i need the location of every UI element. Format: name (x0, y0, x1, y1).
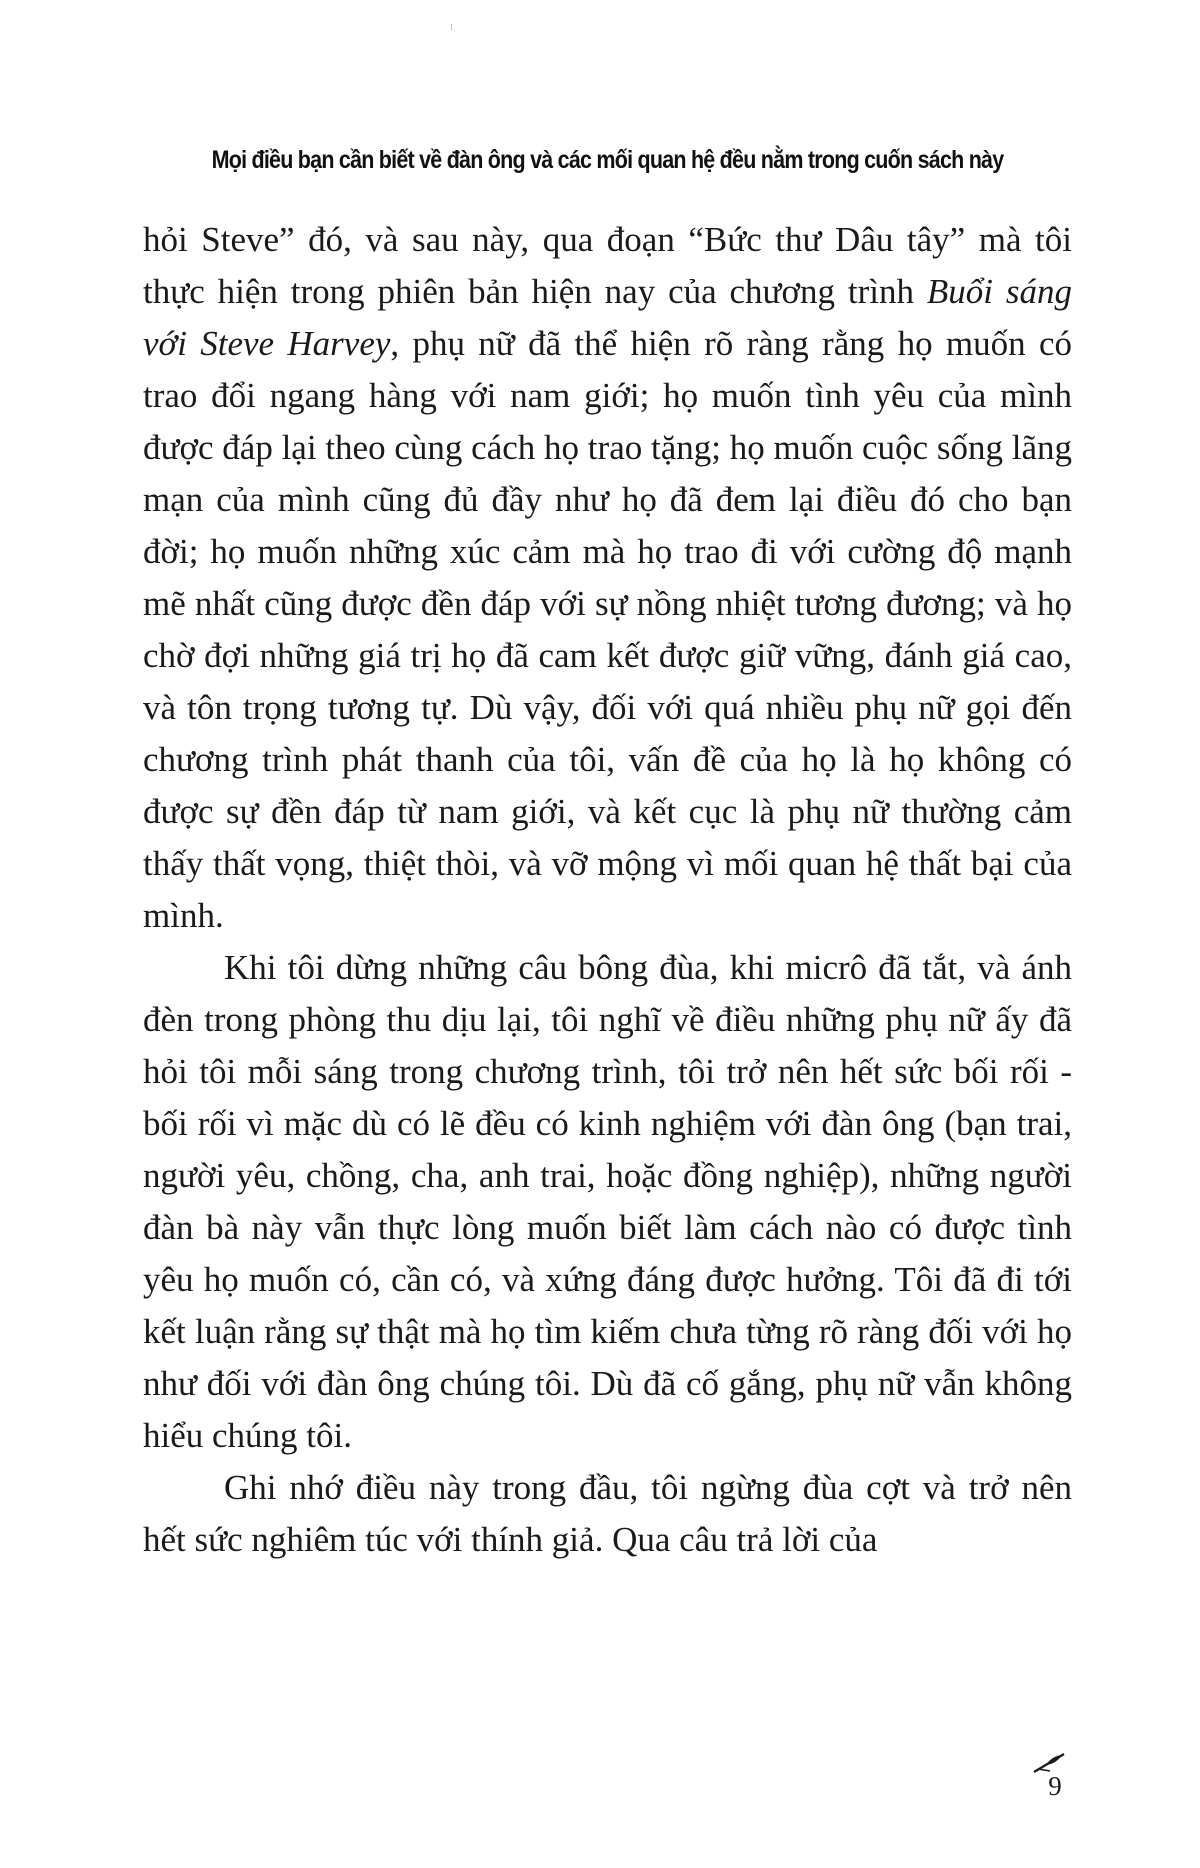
paragraph-1 (143, 214, 1072, 942)
paragraph-2: Khi tôi dừng những câu bông đùa, khi micrô đã tắt, và ánh đèn trong phòng thu dịu lại, tôi nghĩ về điều những phụ nữ ấy đã hỏi tôi mỗi sáng trong chương trình, tôi trở nên hết sức bối rối - bối rối vì mặc dù có lẽ đều có kinh nghiệm với đàn ông (bạn trai, người yêu, chồng, cha, anh trai, hoặc đồng nghiệp), những người đàn bà này vẫn thực lòng muốn biết làm cách nào có được tình yêu họ muốn có, cần có, và xứng đáng được hưởng. Tôi đã đi tới kết luận rằng sự thật mà họ tìm kiếm chưa từng rõ ràng đối với họ như đối với đàn ông chúng tôi. Dù đã cố gắng, phụ nữ vẫn không hiểu chúng tôi. (143, 948, 1072, 1455)
page-body (143, 214, 1072, 1566)
running-header: Mọi điều bạn cần biết về đàn ông và các mối quan hệ đều nằm trong cuốn sách này (211, 146, 1004, 174)
paragraph-1-text-b: , phụ nữ đã thể hiện rõ ràng rằng họ muốn có trao đổi ngang hàng với nam giới; họ muốn tình yêu của mình được đáp lại theo cùng cách họ trao tặng; họ muốn cuộc sống lãng mạn của mình cũng đủ đầy như họ đã đem lại điều đó cho bạn đời; họ muốn những xúc cảm mà họ trao đi với cường độ mạnh mẽ nhất cũng được đền đáp với sự nồng nhiệt tương đương; và họ chờ đợi những giá trị họ đã cam kết được giữ vững, đánh giá cao, và tôn trọng tương tự. Dù vậy, đối với quá nhiều phụ nữ gọi đến chương trình phát thanh của tôi, vấn đề của họ là họ không có được sự đền đáp từ nam giới, và kết cục là phụ nữ thường cảm thấy thất vọng, thiệt thòi, và vỡ mộng vì mối quan hệ thất bại của mình. (143, 324, 1072, 935)
page-number: 9 (1048, 1771, 1062, 1801)
paragraph-1-text-a: hỏi Steve” đó, và sau này, qua đoạn “Bức thư Dâu tây” mà tôi thực hiện trong phiên bản hiện nay của chương trình (143, 220, 1072, 311)
program-title-italic: Buổi sáng với Steve Harvey (143, 272, 1072, 363)
scan-mark (451, 24, 452, 30)
paragraph-3: Ghi nhớ điều này trong đầu, tôi ngừng đùa cợt và trở nên hết sức nghiêm túc với thính giả. Qua câu trả lời của (143, 1468, 1072, 1559)
